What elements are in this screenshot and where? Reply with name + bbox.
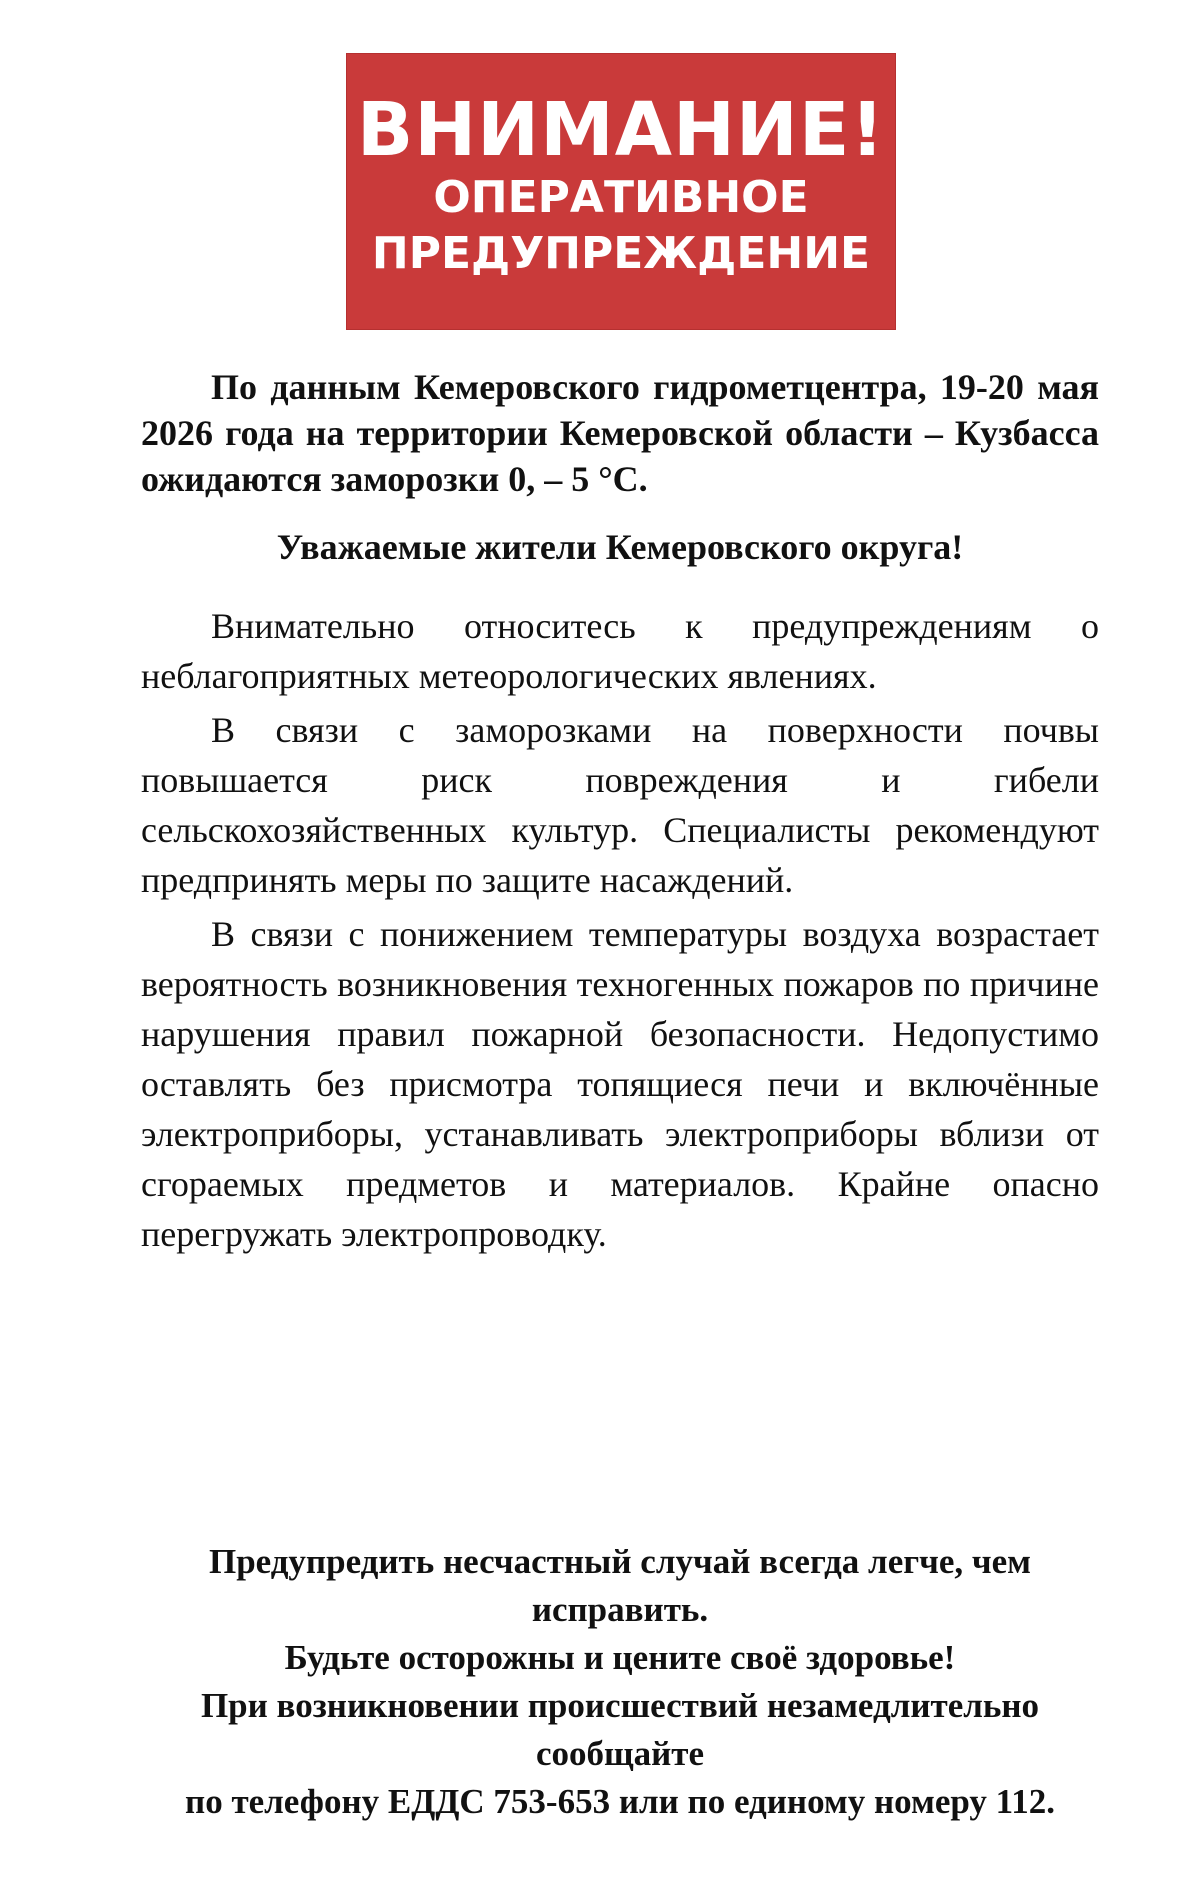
footer-line-prevent: Предупредить несчастный случай всегда легче, чем исправить. — [208, 1542, 1032, 1629]
footer-line-careful: Будьте осторожны и цените своё здоровье! — [284, 1638, 956, 1677]
banner-title: ВНИМАНИЕ! — [356, 87, 886, 173]
warning-banner — [346, 53, 896, 330]
greeting-heading: Уважаемые жители Кемеровского округа! — [276, 527, 964, 567]
footer-line-phone: по телефону ЕДДС 753-653 или по единому номеру 112. — [185, 1782, 1055, 1821]
footer-line-report: При возникновении происшествий незамедлительно сообщайте — [200, 1686, 1040, 1773]
banner-subtitle-line-1: ОПЕРАТИВНОЕ — [433, 172, 809, 223]
banner-subtitle-line-2: ПРЕДУПРЕЖДЕНИЕ — [371, 228, 871, 279]
footer-notice — [141, 1538, 1099, 1826]
paragraph-fire-safety: В связи с понижением температуры воздуха возрастает вероятность возникновения техногенных пожаров по причине нарушения правил пожарной безопасности. Недопустимо оставлять без присмотра топящиеся печи и включённые электроприборы, устанавливать электроприборы вблизи от сгораемых предметов и материалов. Крайне опасно перегружать электропроводку. — [141, 914, 1099, 1254]
body-text — [141, 601, 1099, 1263]
paragraph-warnings: Внимательно относитесь к предупреждениям о неблагоприятных метеорологических явлениях. — [141, 606, 1099, 696]
lead-paragraph: По данным Кемеровского гидрометцентра, 19-20 мая 2026 года на территории Кемеровской области – Кузбасса ожидаются заморозки 0, – 5 °С. — [141, 367, 1099, 499]
paragraph-frost-crops: В связи с заморозками на поверхности почвы повышается риск повреждения и гибели сельскохозяйственных культур. Специалисты рекомендуют предпринять меры по защите насаждений. — [141, 710, 1099, 900]
